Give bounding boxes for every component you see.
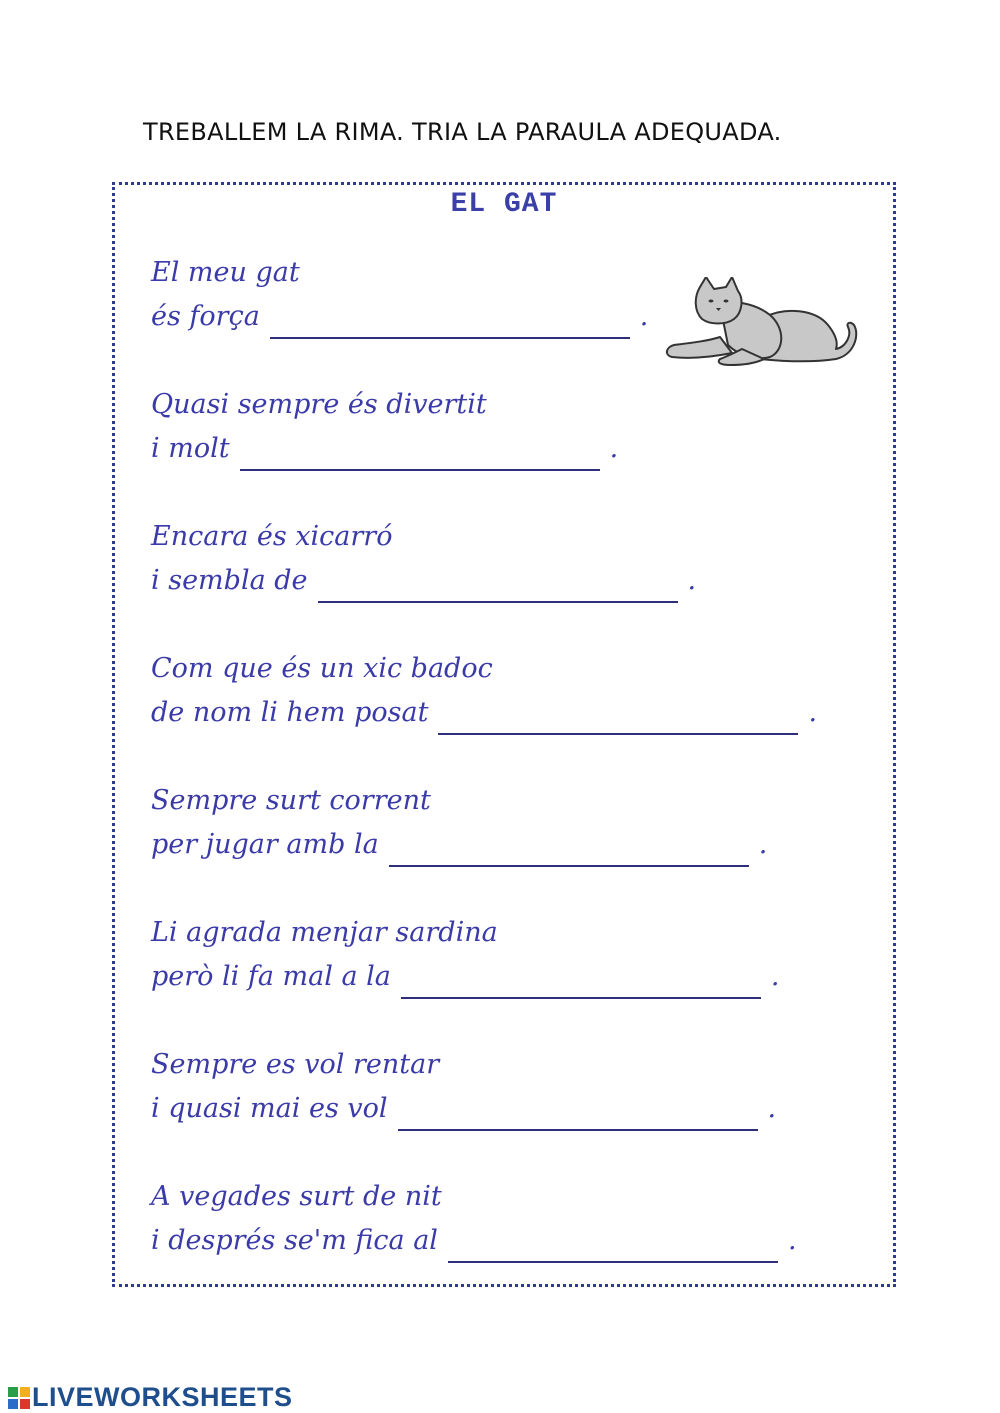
stanza-line-2: per jugar amb la <box>151 829 379 860</box>
worksheet-frame <box>112 182 896 1287</box>
answer-blank-5[interactable] <box>389 835 749 867</box>
answer-blank-1[interactable] <box>270 307 630 339</box>
answer-blank-7[interactable] <box>398 1099 758 1131</box>
stanza-line-1: Sempre surt corrent <box>151 785 431 816</box>
period: . <box>770 961 780 992</box>
period: . <box>609 433 619 464</box>
stanza-5 <box>151 779 767 867</box>
period: . <box>687 565 697 596</box>
stanza-8 <box>151 1175 797 1263</box>
stanza-line-2: i quasi mai es vol <box>151 1093 388 1124</box>
stanza-line-1: A vegades surt de nit <box>151 1181 442 1212</box>
stanza-line-1: Encara és xicarró <box>151 521 393 552</box>
stanza-line-1: Li agrada menjar sardina <box>151 917 498 948</box>
stanza-1 <box>151 251 648 339</box>
worksheet-title: EL GAT <box>450 189 558 220</box>
period: . <box>639 301 649 332</box>
footer-brand-text: LIVEWORKSHEETS <box>32 1382 293 1412</box>
period: . <box>808 697 818 728</box>
stanza-line-1: Sempre es vol rentar <box>151 1049 440 1080</box>
stanza-line-2: i molt <box>151 433 230 464</box>
stanza-2 <box>151 383 618 471</box>
stanza-6 <box>151 911 779 999</box>
period: . <box>767 1093 777 1124</box>
stanza-line-2: però li fa mal a la <box>151 961 391 992</box>
stanza-line-1: Quasi sempre és divertit <box>151 389 487 420</box>
stanza-line-2: i després se'm fica al <box>151 1225 438 1256</box>
footer-brand <box>8 1382 293 1413</box>
stanza-7 <box>151 1043 776 1131</box>
period: . <box>758 829 768 860</box>
stanza-line-2: de nom li hem posat <box>151 697 429 728</box>
answer-blank-6[interactable] <box>401 967 761 999</box>
answer-blank-8[interactable] <box>448 1231 778 1263</box>
answer-blank-4[interactable] <box>438 703 798 735</box>
liveworksheets-logo-icon <box>8 1387 30 1409</box>
stanza-line-1: El meu gat <box>151 257 300 288</box>
stanza-line-1: Com que és un xic badoc <box>151 653 493 684</box>
stanza-line-2: és força <box>151 301 260 332</box>
answer-blank-3[interactable] <box>318 571 678 603</box>
cat-icon <box>660 277 860 367</box>
stanza-4 <box>151 647 817 735</box>
period: . <box>787 1225 797 1256</box>
instruction-text: TREBALLEM LA RIMA. TRIA LA PARAULA ADEQUADA. <box>143 118 782 146</box>
stanza-line-2: i sembla de <box>151 565 308 596</box>
answer-blank-2[interactable] <box>240 439 600 471</box>
stanza-3 <box>151 515 696 603</box>
